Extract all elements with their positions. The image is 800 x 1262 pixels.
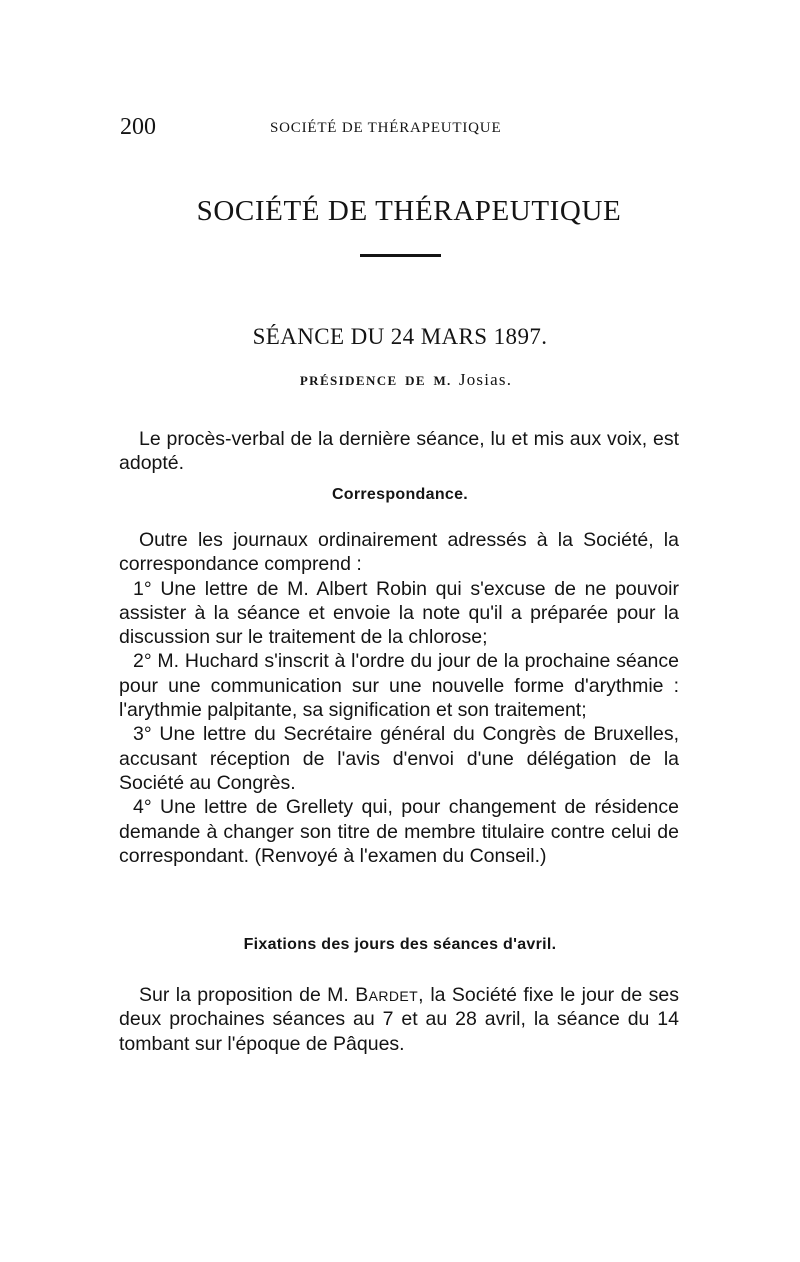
correspondence-item: 2° M. Huchard s'inscrit à l'ordre du jour de la prochaine séance pour une communication sur une nouvelle forme d'arythmie : l'arythmie palpitante, sa signification et son traitement; <box>119 650 679 722</box>
page-number: 200 <box>120 114 156 140</box>
correspondence-intro: Outre les journaux ordinairement adressés à la Société, la correspondance comprend : <box>119 529 679 576</box>
adoption-paragraph: Le procès-verbal de la dernière séance, lu et mis aux voix, est adopté. <box>119 428 679 475</box>
dates-text-after: la Société fixe le jour de ses deux prochaines séances au 7 et au 28 avril, la séance du 14 tombant sur l'époque de Pâques. <box>119 984 679 1055</box>
correspondence-item: 3° Une lettre du Secrétaire général du Congrès de Bruxelles, accusant réception de l'avis d'envoi d'une délégation de la Société au Congrès. <box>119 723 679 794</box>
main-title: SOCIÉTÉ DE THÉRAPEUTIQUE <box>196 195 622 227</box>
correspondence-item: 4° Une lettre de Grellety qui, pour changement de résidence demande à changer son titre de membre titulaire contre celui de correspondant. (Renvoyé à l'examen du Conseil.) <box>119 796 679 867</box>
presidence-name: Josias. <box>458 370 513 389</box>
bardet-name: Bardet, <box>355 984 424 1006</box>
presidence-de: DE <box>405 373 426 388</box>
dates-heading: Fixations des jours des séances d'avril. <box>243 936 557 953</box>
dates-text-before: Sur la proposition de M. <box>139 984 349 1006</box>
correspondence-item: 1° Une lettre de M. Albert Robin qui s'excuse de ne pouvoir assister à la séance et envoie la note qu'il a préparée pour la discussion sur le traitement de la chlorose; <box>119 577 679 649</box>
running-head <box>120 114 680 140</box>
dates-paragraph <box>119 983 679 1056</box>
session-title: SÉANCE DU 24 MARS 1897. <box>252 324 548 349</box>
running-title: SOCIÉTÉ DE THÉRAPEUTIQUE <box>270 120 502 136</box>
presidence-line <box>0 369 800 392</box>
presidence-label: PRÉSIDENCE <box>299 373 398 388</box>
title-rule <box>360 254 441 257</box>
correspondence-section <box>119 528 679 868</box>
correspondence-heading: Correspondance. <box>331 486 469 503</box>
presidence-m: M. <box>433 373 452 388</box>
